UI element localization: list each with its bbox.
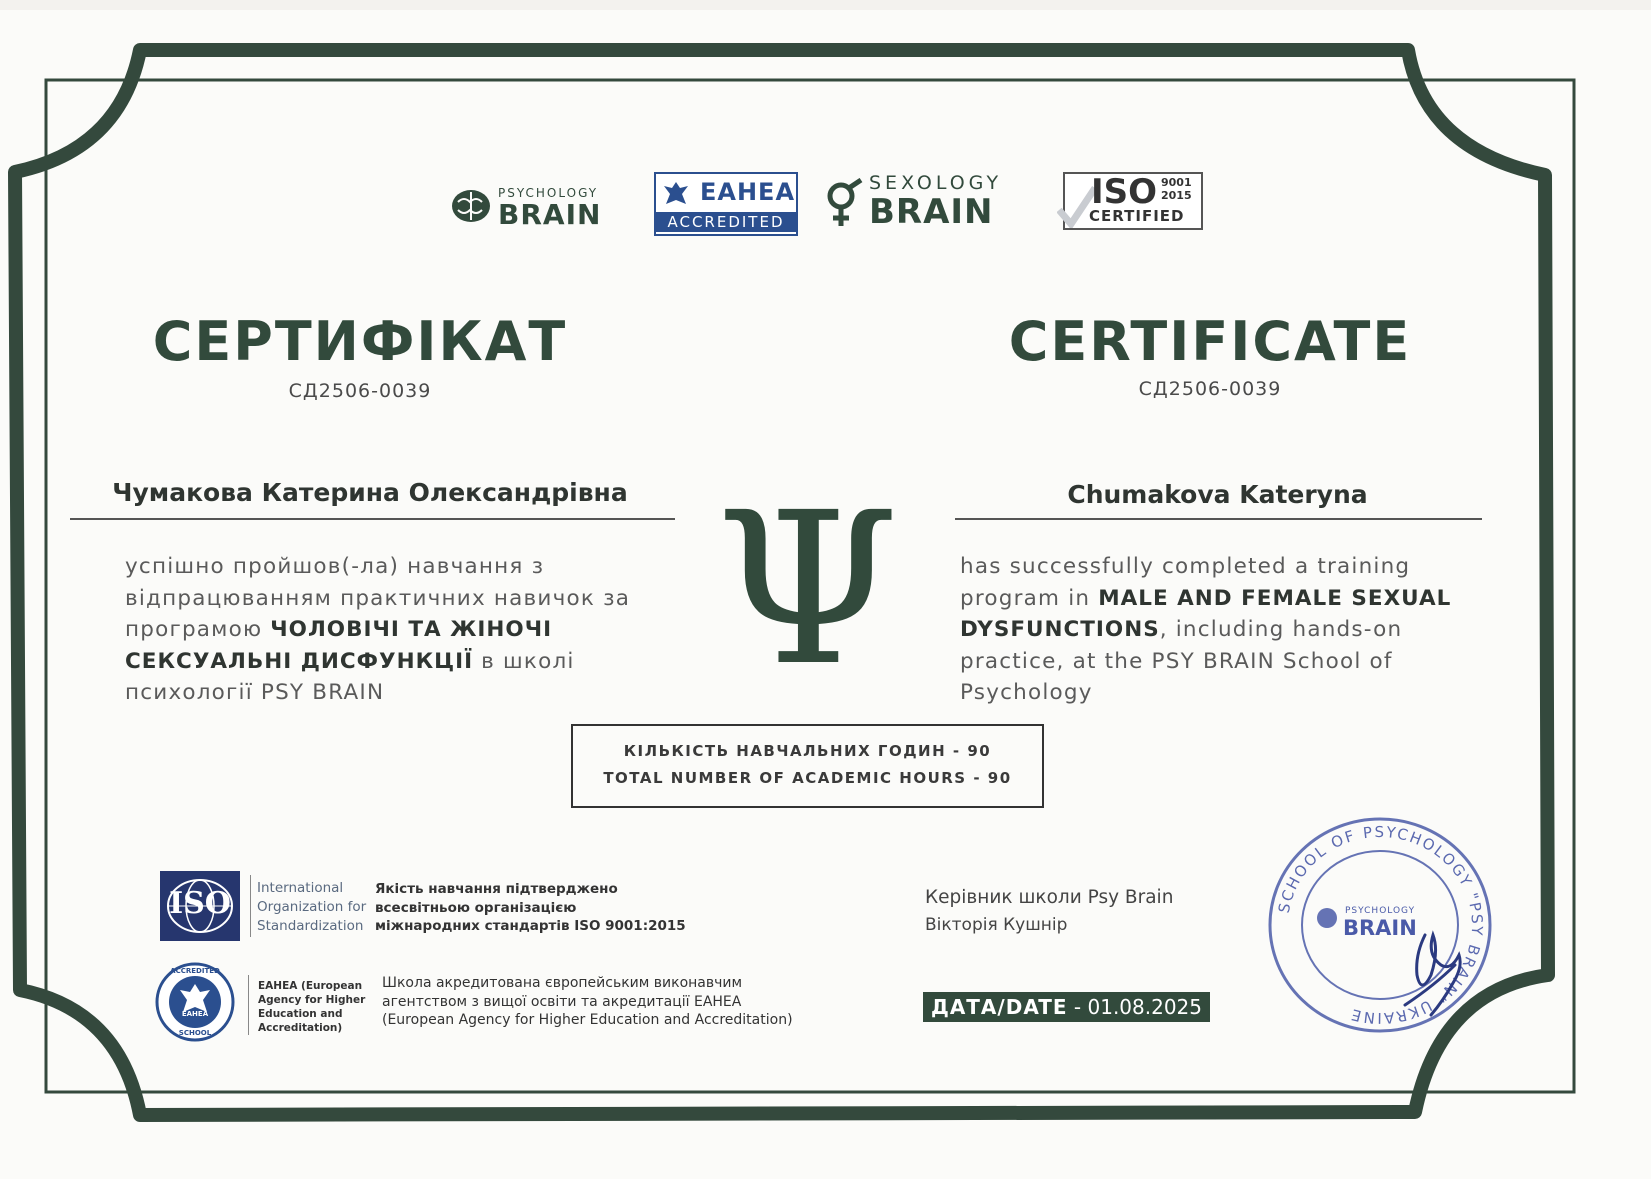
iso-quality-text [375,880,686,936]
brain-icon [450,186,492,226]
eahea-org-line-4: Accreditation) [258,1022,343,1034]
completion-text-ukrainian-before: успішно пройшов(-ла) навчання з відпрацюванням практичних навичок за програмою [125,554,631,642]
eahea-logo-top: EAHEA [700,178,796,206]
eahea-divider [248,975,249,1035]
eahea-org-name [258,979,365,1035]
academic-hours-box [571,724,1044,808]
eagle-icon [662,180,690,210]
iso-org-logo-text: ISO [169,886,231,921]
psychology-brain-logo [450,182,625,230]
eahea-seal-mid: EAHEA [181,1010,209,1018]
eahea-seal-top: ACCREDITED [170,967,220,975]
title-english: CERTIFICATE [1008,310,1412,373]
completion-text-ukrainian [125,551,670,709]
iso-quality-line-2: всесвітньою організацією [375,899,577,916]
completion-text-english [960,551,1495,709]
stamp-center-bottom: BRAIN [1343,916,1417,940]
eahea-accredited-logo [654,172,798,236]
iso-logo-num: 9001 [1161,176,1192,189]
sexology-brain-bottom: BRAIN [869,192,994,232]
recipient-name-english: Chumakova Kateryna [1067,480,1368,509]
psychology-brain-bottom: BRAIN [498,198,602,231]
psi-symbol-icon: Ψ [715,467,900,712]
iso-org-line-3: Standardization [257,918,364,934]
name-underline-english [955,518,1482,520]
gender-symbols-icon [823,178,867,230]
signatory-role: Керівник школи Psy Brain [925,887,1174,908]
eahea-text-line-1: Школа акредитована європейським виконавчим [382,975,743,991]
date-badge [923,992,1210,1022]
iso-org-logo [160,871,240,941]
stamp-ring-text: SCHOOL OF PSYCHOLOGY "PSY BRAIN" UKRAINE [1274,822,1487,1028]
completion-text-ukrainian-after: в школі психології PSY BRAIN [125,648,575,705]
iso-quality-line-3: міжнародних стандартів ISO 9001:2015 [375,918,686,934]
completion-text-english-after: , including hands-on practice, at the PSY BRAIN School of Psychology [960,617,1403,705]
sexology-brain-logo [823,172,1033,232]
hours-english: TOTAL NUMBER OF ACADEMIC HOURS - 90 [603,769,1012,787]
school-stamp [1265,815,1495,1035]
program-name-ukrainian: ЧОЛОВІЧІ ТА ЖІНОЧІ СЕКСУАЛЬНІ ДИСФУНКЦІЇ [125,617,553,674]
iso-logo-bottom: CERTIFIED [1089,207,1185,225]
stamp-center-top: PSYCHOLOGY [1345,906,1416,916]
eahea-logo-bottom: ACCREDITED [656,212,796,232]
eahea-text-line-2: агентством з вищої освіти та акредитації EAHEA [382,993,742,1010]
eahea-seal [155,962,235,1042]
iso-certified-logo [1063,172,1203,230]
eahea-seal-bottom: SCHOOL [178,1029,212,1037]
date-value: - 01.08.2025 [1067,995,1203,1019]
iso-org-name [257,879,366,936]
certificate-number-english: СД2506-0039 [1138,378,1282,400]
iso-quality-line-1: Якість навчання підтверджено [375,881,618,897]
date-label: ДАТА/DATE [931,995,1068,1019]
eahea-accreditation-text [382,974,793,1030]
name-underline-ukrainian [70,518,675,520]
eahea-text-line-3: (European Agency for Higher Education and Accreditation) [382,1012,793,1028]
iso-org-line-1: International [257,880,344,896]
signatory-name: Вікторія Кушнір [925,915,1068,935]
completion-text-english-before: has successfully completed a training program in [960,554,1411,611]
hours-ukrainian: КІЛЬКІСТЬ НАВЧАЛЬНИХ ГОДИН - 90 [623,742,992,760]
recipient-name-ukrainian: Чумакова Катерина Олександрівна [112,478,628,507]
program-name-english: MALE AND FEMALE SEXUAL DYSFUNCTIONS [960,585,1452,642]
sexology-brain-top: SEXOLOGY [869,172,1003,194]
title-ukrainian: СЕРТИФІКАТ [152,310,568,373]
certificate-number-ukrainian: СД2506-0039 [288,380,432,402]
iso-org-divider [250,875,251,937]
eahea-org-line-2: Agency for Higher [258,994,366,1006]
iso-logo-main: ISO [1091,172,1158,212]
iso-org-line-2: Organization for [257,899,367,915]
eahea-org-line-1: EAHEA (European [258,980,363,992]
stamp-brain-icon [1317,908,1337,928]
iso-logo-year: 2015 [1161,189,1192,202]
psychology-brain-top: PSYCHOLOGY [498,186,599,200]
eahea-org-line-3: Education and [258,1008,343,1020]
